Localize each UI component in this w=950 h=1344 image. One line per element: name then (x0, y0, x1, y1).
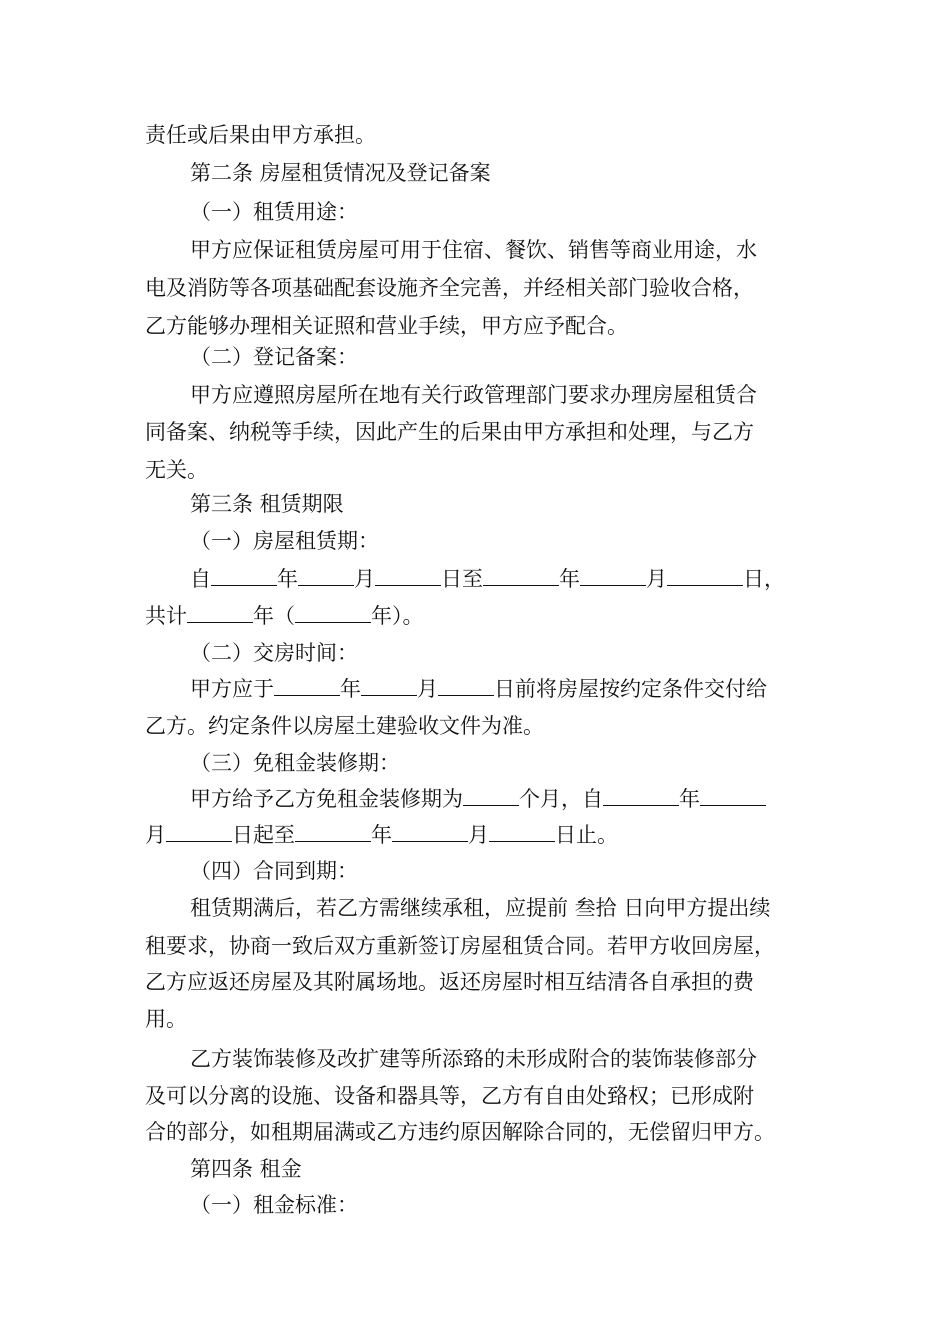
text-fragment: 年）。 (371, 604, 424, 628)
subsection-heading: （二）交房时间： (190, 641, 358, 665)
rent-free-end-line (145, 821, 618, 849)
blank-field[interactable] (187, 602, 253, 623)
blank-field[interactable] (166, 821, 232, 842)
paragraph-line: 电及消防等各项基础配套设施齐全完善，并经相关部门验收合格， (145, 276, 754, 300)
blank-field[interactable] (274, 675, 340, 696)
text-fragment: 月 (145, 823, 166, 847)
paragraph-line: 合的部分，如租期届满或乙方违约原因解除合同的，无偿留归甲方。 (145, 1120, 775, 1144)
text-fragment: 月 (354, 567, 375, 591)
blank-field[interactable] (298, 565, 354, 586)
blank-field[interactable] (463, 785, 519, 806)
subsection-heading: （一）房屋租赁期： (190, 529, 379, 553)
lease-total-line (145, 602, 424, 630)
blank-field[interactable] (667, 565, 743, 586)
paragraph-line: 责任或后果由甲方承担。 (145, 123, 376, 147)
blank-field[interactable] (483, 565, 559, 586)
paragraph-line: 乙方装饰装修及改扩建等所添臵的未形成附合的装饰装修部分 (190, 1047, 757, 1071)
blank-field[interactable] (361, 675, 417, 696)
blank-field[interactable] (580, 565, 646, 586)
text-fragment: 甲方应于 (190, 677, 274, 701)
blank-field[interactable] (603, 785, 679, 806)
lease-period-line (190, 565, 785, 593)
paragraph-line: 乙方应返还房屋及其附属场地。返还房屋时相互结清各自承担的费 (145, 970, 754, 994)
text-fragment: 自 (190, 567, 211, 591)
paragraph-line: 同备案、纳税等手续，因此产生的后果由甲方承担和处理，与乙方 (145, 420, 754, 444)
blank-field[interactable] (700, 785, 766, 806)
text-fragment: 日前将房屋按约定条件交付给 (494, 677, 767, 701)
text-fragment: 年 (340, 677, 361, 701)
paragraph-line: 无关。 (145, 458, 208, 482)
paragraph-line: 甲方应保证租赁房屋可用于住宿、餐饮、销售等商业用途，水 (190, 238, 757, 262)
section-heading: 第三条 租赁期限 (190, 492, 344, 516)
text-fragment: 年 (679, 787, 700, 811)
text-fragment: 个月，自 (519, 787, 603, 811)
text-fragment: 共计 (145, 604, 187, 628)
text-fragment: 日至 (441, 567, 483, 591)
paragraph-line: 租要求，协商一致后双方重新签订房屋租赁合同。若甲方收回房屋， (145, 934, 775, 958)
blank-field[interactable] (392, 821, 468, 842)
paragraph-line: 乙方。约定条件以房屋土建验收文件为准。 (145, 714, 544, 738)
blank-field[interactable] (438, 675, 494, 696)
text-fragment: 月 (468, 823, 489, 847)
paragraph-line: 乙方能够办理相关证照和营业手续，甲方应予配合。 (145, 314, 628, 338)
section-heading: 第二条 房屋租赁情况及登记备案 (190, 161, 491, 185)
subsection-heading: （二）登记备案： (190, 345, 358, 369)
blank-field[interactable] (295, 602, 371, 623)
paragraph-line: 及可以分离的设施、设备和器具等，乙方有自由处臵权；已形成附 (145, 1084, 754, 1108)
text-fragment: 甲方给予乙方免租金装修期为 (190, 787, 463, 811)
text-fragment: 日止。 (555, 823, 618, 847)
text-fragment: 日， (743, 567, 785, 591)
subsection-heading: （一）租赁用途： (190, 200, 358, 224)
paragraph-line: 租赁期满后，若乙方需继续承租，应提前 叁拾 日向甲方提出续 (190, 896, 771, 920)
text-fragment: 月 (417, 677, 438, 701)
text-fragment: 年 (277, 567, 298, 591)
subsection-heading: （一）租金标准： (190, 1193, 358, 1217)
blank-field[interactable] (375, 565, 441, 586)
text-fragment: 年 (371, 823, 392, 847)
paragraph-line: 用。 (145, 1007, 187, 1031)
rent-free-line (190, 785, 766, 813)
subsection-heading: （三）免租金装修期： (190, 751, 400, 775)
handover-line (190, 675, 767, 703)
text-fragment: 月 (646, 567, 667, 591)
text-fragment: 年 (559, 567, 580, 591)
paragraph-line: 甲方应遵照房屋所在地有关行政管理部门要求办理房屋租赁合 (190, 383, 757, 407)
text-fragment: 日起至 (232, 823, 295, 847)
subsection-heading: （四）合同到期： (190, 859, 358, 883)
blank-field[interactable] (489, 821, 555, 842)
blank-field[interactable] (211, 565, 277, 586)
section-heading: 第四条 租金 (190, 1157, 302, 1181)
text-fragment: 年（ (253, 604, 295, 628)
blank-field[interactable] (295, 821, 371, 842)
